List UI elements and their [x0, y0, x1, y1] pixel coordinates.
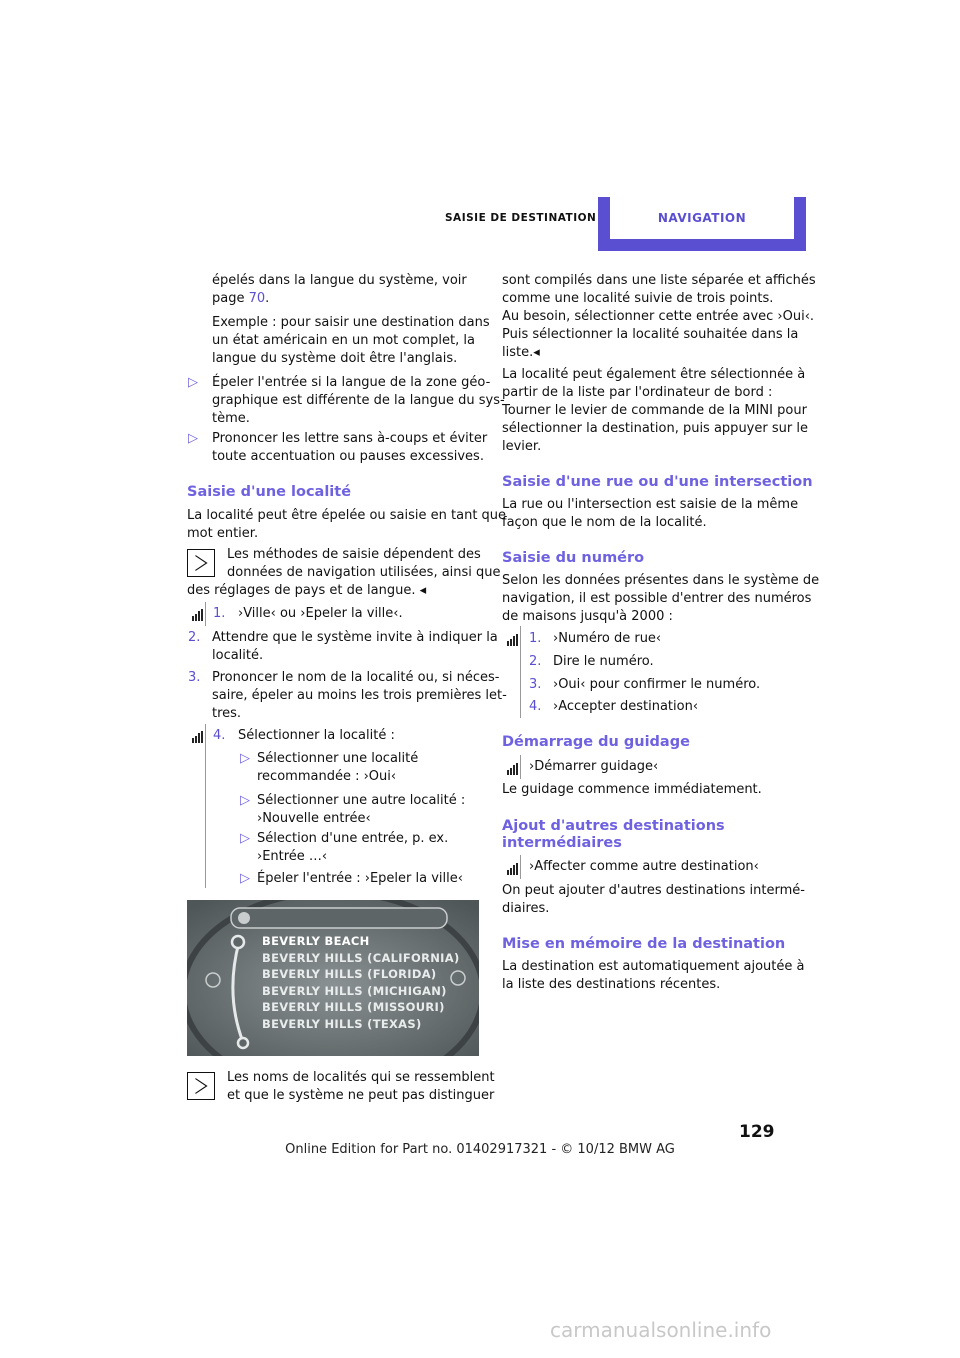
text-line: toute accentuation ou pauses excessives.: [212, 449, 484, 464]
text-line: un état américain en un mot complet, la: [212, 333, 475, 348]
bullet-arrow: ▷: [240, 793, 250, 808]
bullet-arrow: ▷: [240, 751, 250, 766]
text-line: ›Entrée …‹: [257, 849, 328, 864]
voice-command-icon: [190, 608, 204, 622]
list-item: BEVERLY HILLS (CALIFORNIA): [262, 951, 460, 965]
text-line: levier.: [502, 439, 542, 454]
text-line: façon que le nom de la localité.: [502, 515, 707, 530]
note-triangle-icon: [187, 1072, 215, 1100]
list-item: BEVERLY BEACH: [262, 934, 370, 948]
text-line: La rue ou l'intersection est saisie de la même: [502, 497, 799, 512]
navigation-screen-image: [187, 900, 479, 1056]
edition-footer: Online Edition for Part no. 01402917321 - © 10/12 BMW AG: [285, 1142, 675, 1157]
step-number: 3.: [529, 677, 542, 692]
section-title: SAISIE DE DESTINATION: [445, 212, 597, 224]
text-line: liste.◂: [502, 345, 540, 360]
heading: Mise en mémoire de la destination: [502, 936, 786, 952]
text-line: ›Accepter destination‹: [553, 699, 699, 714]
text-line: Les noms de localités qui se ressemblent: [227, 1070, 495, 1085]
text-line: ›Affecter comme autre destination‹: [529, 859, 759, 874]
text-line: données de navigation utilisées, ainsi que: [227, 565, 501, 580]
page-number: 129: [739, 1122, 775, 1142]
text-line: recommandée : ›Oui‹: [257, 769, 397, 784]
text-line: partir de la liste par l'ordinateur de bord :: [502, 385, 773, 400]
note-triangle-icon: [187, 549, 215, 577]
bullet-arrow: ▷: [188, 431, 198, 446]
text-line: ›Oui‹ pour confirmer le numéro.: [553, 677, 761, 692]
divider: [520, 855, 521, 879]
text-line: localité.: [212, 648, 264, 663]
text-line: Sélection d'une entrée, p. ex.: [257, 831, 449, 846]
page-link[interactable]: 70: [248, 291, 266, 306]
text-line: Prononcer les lettre sans à-coups et éviter: [212, 431, 488, 446]
voice-command-icon: [190, 730, 204, 744]
text-line: mot entier.: [187, 526, 259, 541]
text-line: langue du système doit être l'anglais.: [212, 351, 458, 366]
text-line: Prononcer le nom de la localité ou, si néces-: [212, 670, 500, 685]
text-line: sont compilés dans une liste séparée et affichés: [502, 273, 816, 288]
text-line: tème.: [212, 411, 250, 426]
step-number: 4.: [213, 728, 226, 743]
list-item: BEVERLY HILLS (MISSOURI): [262, 1000, 445, 1014]
text-line: Sélectionner la localité :: [238, 728, 395, 743]
bullet-arrow: ▷: [188, 375, 198, 390]
voice-command-icon: [505, 862, 519, 876]
divider: [205, 724, 206, 888]
text-line: Tourner le levier de commande de la MINI pour: [502, 403, 807, 418]
text-line: ›Démarrer guidage‹: [529, 759, 659, 774]
divider: [520, 626, 521, 718]
text-line: La localité peut également être sélectionnée à: [502, 367, 806, 382]
list-item: BEVERLY HILLS (TEXAS): [262, 1017, 422, 1031]
text-line: Le guidage commence immédiatement.: [502, 782, 762, 797]
text-line: des réglages de pays et de langue. ◂: [187, 583, 427, 598]
chapter-tab[interactable]: [598, 197, 806, 251]
text-line: navigation, il est possible d'entrer des numéros: [502, 591, 812, 606]
step-number: 4.: [529, 699, 542, 714]
heading: Saisie du numéro: [502, 550, 645, 566]
step-number: 2.: [188, 630, 201, 645]
text-line: page 70.: [212, 291, 270, 306]
chapter-tab-label: NAVIGATION: [657, 211, 747, 225]
heading: intermédiaires: [502, 835, 622, 851]
text-line: Épeler l'entrée : ›Epeler la ville‹: [257, 871, 463, 886]
text-line: Les méthodes de saisie dépendent des: [227, 547, 481, 562]
text-line: Sélectionner une autre localité :: [257, 793, 466, 808]
divider: [520, 755, 521, 779]
heading: Saisie d'une localité: [187, 484, 352, 500]
text-line: Dire le numéro.: [553, 654, 654, 669]
step-number: 2.: [529, 654, 542, 669]
text-line: Attendre que le système invite à indiquer la: [212, 630, 498, 645]
heading: Saisie d'une rue ou d'une intersection: [502, 474, 813, 490]
list-item: BEVERLY HILLS (FLORIDA): [262, 967, 437, 981]
step-number: 3.: [188, 670, 201, 685]
text-line: graphique est différente de la langue du sys-: [212, 393, 505, 408]
text-line: ›Ville‹ ou ›Epeler la ville‹.: [238, 606, 403, 621]
heading: Ajout d'autres destinations: [502, 818, 725, 834]
text-line: épelés dans la langue du système, voir: [212, 273, 467, 288]
divider: [205, 602, 206, 626]
text-line: ›Numéro de rue‹: [553, 631, 662, 646]
text-line: Sélectionner une localité: [257, 751, 419, 766]
text-line: diaires.: [502, 901, 550, 916]
text-line: comme une localité suivie de trois points.: [502, 291, 774, 306]
voice-command-icon: [505, 762, 519, 776]
text-line: la liste des destinations récentes.: [502, 977, 721, 992]
text-line: Au besoin, sélectionner cette entrée avec ›Oui‹.: [502, 309, 815, 324]
text-line: tres.: [212, 706, 242, 721]
text-line: saire, épeler au moins les trois premières let-: [212, 688, 507, 703]
text-line: On peut ajouter d'autres destinations intermé-: [502, 883, 805, 898]
text-line: Selon les données présentes dans le système de: [502, 573, 820, 588]
bullet-arrow: ▷: [240, 871, 250, 886]
text-line: Exemple : pour saisir une destination dans: [212, 315, 490, 330]
voice-command-icon: [505, 633, 519, 647]
list-item: BEVERLY HILLS (MICHIGAN): [262, 984, 447, 998]
text-line: sélectionner la destination, puis appuyer sur le: [502, 421, 808, 436]
text-line: Épeler l'entrée si la langue de la zone géo-: [212, 375, 491, 390]
bullet-arrow: ▷: [240, 831, 250, 846]
step-number: 1.: [529, 631, 542, 646]
step-number: 1.: [213, 606, 226, 621]
text-line: La destination est automatiquement ajoutée à: [502, 959, 805, 974]
heading: Démarrage du guidage: [502, 734, 690, 750]
text-line: de maisons jusqu'à 2000 :: [502, 609, 673, 624]
text-line: Puis sélectionner la localité souhaitée dans la: [502, 327, 799, 342]
text-line: ›Nouvelle entrée‹: [257, 811, 371, 826]
text-line: et que le système ne peut pas distinguer: [227, 1088, 495, 1103]
watermark: carmanualsonline.info: [550, 1318, 772, 1342]
text-line: La localité peut être épelée ou saisie en tant que: [187, 508, 507, 523]
